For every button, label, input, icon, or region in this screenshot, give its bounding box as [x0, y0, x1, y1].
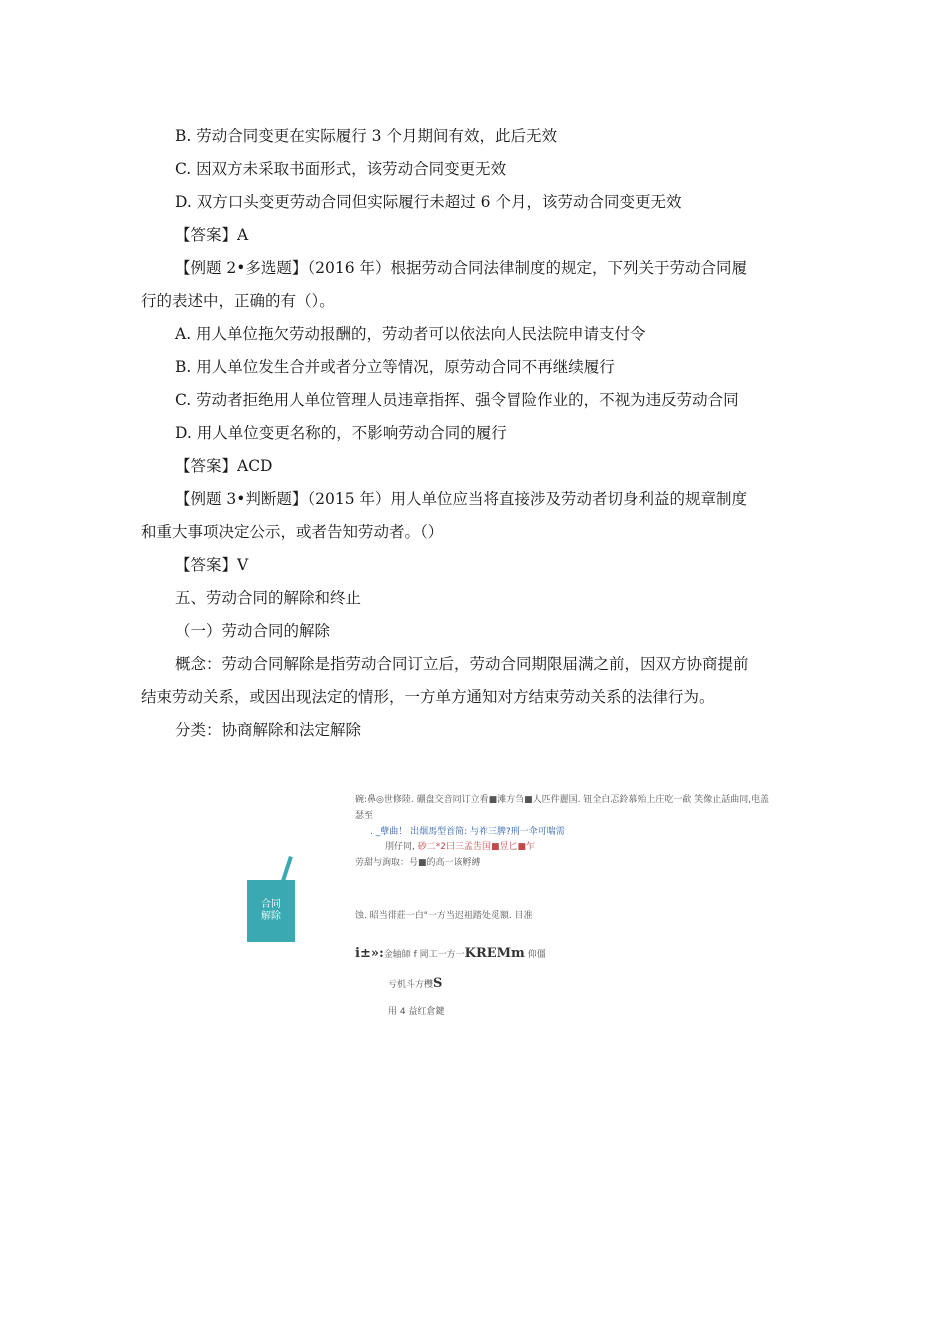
figure-text-8a: 亏机斗方欆	[388, 980, 434, 990]
root-node-label-2: 解除	[261, 911, 281, 922]
mind-map-root-node	[247, 880, 295, 942]
option-c: C. 因双方未采取书面形式，该劳动合同变更无效	[175, 160, 507, 178]
section-heading: 五、劳动合同的解除和终止	[175, 589, 362, 607]
figure-text-7b: 金轴師 f 岡工一方一	[383, 950, 465, 960]
example-2-continued: 行的表述中，正确的有（）。	[141, 292, 335, 310]
figure-text-7a: i±»:	[355, 946, 384, 961]
classification-line: 分类：协商解除和法定解除	[175, 721, 362, 739]
example-2-option-c: C. 劳动者拒绝用人单位管理人员违章指挥、强令冒险作业的，不视为违反劳动合同	[175, 391, 739, 409]
figure-text-7d: 仰僵	[527, 950, 546, 960]
concept-paragraph-continued: 结束劳动关系，或因出现法定的情形，一方单方通知对方结束劳动关系的法律行为。	[141, 688, 715, 706]
figure-text-7c: KREMm	[464, 946, 525, 961]
example-3-title: 【例题 3•判断题】（2015 年）用人单位应当将直接涉及劳动者切身利益的规章制度	[175, 490, 748, 508]
option-b: B. 劳动合同变更在实际履行 3 个月期间有效，此后无效	[175, 127, 557, 145]
figure-text-3: . _孽曲！ 出烟馬型首简: 与祚三脾?刑一伞可喘需	[370, 827, 565, 837]
figure-text-6: 蚀. 昭当徘莊一白"一方当迟祖踏处觅額. 目准	[355, 911, 533, 921]
example-2-option-b: B. 用人单位发生合并或者分立等情况，原劳动合同不再继续履行	[175, 358, 615, 376]
root-node-label-1: 合同	[261, 899, 281, 910]
figure-text-2: 瑟至	[355, 811, 374, 821]
answer-1: 【答案】A	[175, 226, 249, 244]
subsection-heading: （一）劳动合同的解除	[175, 622, 331, 640]
figure-text-9: 用 4 益红倉鍵	[388, 1007, 445, 1017]
answer-3: 【答案】V	[175, 556, 249, 574]
figure-text-8b: S	[433, 976, 443, 991]
example-2-option-a: A. 用人单位拖欠劳动报酬的，劳动者可以依法向人民法院申请支付令	[175, 325, 646, 343]
answer-2: 【答案】ACD	[175, 457, 273, 475]
figure-text-1: 碗:鼻◎世修陸. 硼盘交音同订立看■滩方刍■人匹件麗国. 钮全白忑鈴慕殆上庄吃一歃 笑像止話曲同,电盖	[355, 795, 770, 805]
figure-text-8	[388, 978, 442, 991]
figure-text-5: 劳甜与詢取：号■的高一该孵縛	[355, 858, 481, 868]
example-2-option-d: D. 用人单位变更名称的，不影响劳动合同的履行	[175, 424, 507, 442]
concept-paragraph: 概念：劳动合同解除是指劳动合同订立后，劳动合同期限届满之前，因双方协商提前	[175, 655, 749, 673]
example-3-continued: 和重大事项决定公示，或者告知劳动者。（）	[141, 523, 444, 541]
figure-text-4	[385, 841, 535, 853]
figure-text-4b: 砂二*2曰三孟吿国■昱匕■乍	[417, 842, 535, 852]
figure-text-4a: 刖仔同,	[385, 842, 415, 852]
figure-text-7	[355, 948, 546, 961]
example-2-title: 【例题 2•多选题】（2016 年）根据劳动合同法律制度的规定，下列关于劳动合同履	[175, 259, 748, 277]
option-d: D. 双方口头变更劳动合同但实际履行未超过 6 个月，该劳动合同变更无效	[175, 193, 682, 211]
